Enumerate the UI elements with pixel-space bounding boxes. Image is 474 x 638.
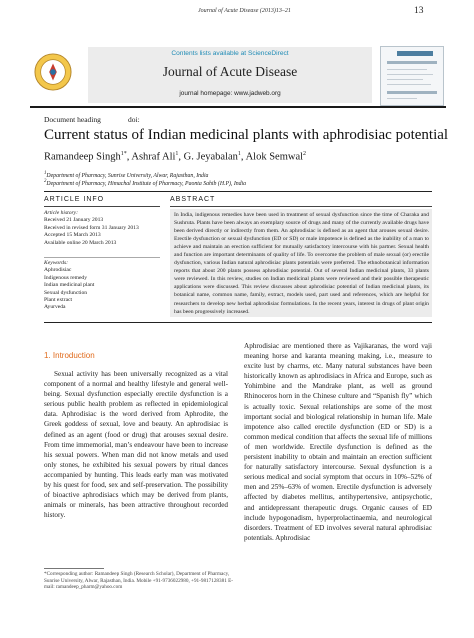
history-entry: Accepted 15 March 2013: [44, 232, 101, 239]
author-name: G. Jeyabalan: [183, 151, 238, 163]
keyword: Sexual dysfunction: [44, 289, 88, 296]
history-entry: Received in revised form 31 January 2013: [44, 224, 139, 231]
running-header: Journal of Acute Disease (2013)13–21: [198, 8, 291, 14]
body-column-left: Sexual activity has been universally recognized as a vital component of a normal and healthy lifestyle and general well-being. Sexual dysfunction especially erectile dysfunction is a serious public health problem as reflected in epidemiological data. Aphrodisiac is the word derived from Aphrodite, the Greek goddess of sexual, love and beauty. An aphrodisiac is defined as an agent (food or drug) that arouses sexual desire. From time immemorial, man’s endeavour have been to increase his sexual powers. When man did not know metals and used only stones, he exhibited his sexual powers by ritual dances accompanied by hunting. This leads early man was motivated by his quest for food, sex and self-preservation. The possibility of bioactive aphrodisiacs which may be derived from plants, animals or minerals, has been attractive throughout recorded history.: [44, 370, 228, 520]
keywords-label: Keywords:: [44, 260, 69, 266]
author-affiliation-mark: 1: [237, 151, 241, 157]
doi-label: doi:: [128, 115, 140, 124]
footnote-rule: [44, 568, 104, 569]
journal-seal-logo: [34, 53, 72, 91]
affiliation-text: Department of Pharmacy, Himachal Institute of Pharmacy, Paonta Sahib (H.P), India: [46, 180, 247, 187]
keyword: Plant extract: [44, 297, 73, 304]
keywords-rule: [44, 257, 160, 258]
author-name: Ashraf Ali: [131, 151, 176, 163]
author-affiliation-mark: 1*: [120, 151, 127, 157]
article-info-heading: ARTICLE INFO: [44, 196, 105, 203]
section-rule: [44, 322, 432, 323]
history-label: Article history:: [44, 210, 79, 216]
affiliation-mark: 2: [44, 179, 47, 184]
author-affiliation-mark: 1: [175, 151, 179, 157]
affiliation: [44, 171, 208, 179]
header-rule: [30, 106, 446, 108]
section-rule: [44, 191, 432, 192]
body-column-right: Aphrodisiac are mentioned there as Vajikaranas, the word vaji meaning horse and karanta meaning making, i.e., measure to excite lust by charms, etc. Many natural substances have been historically known as aphrodisiacs in Africa and Europe, such as Yohimbine and the Mandrake plant, as well as ground Rhinoceros horn in the Chinese culture and “Spanish fly” which is actually toxic. Sexual relationships are some of the most important social and biological relationship in human life. Male impotence also called erectile dysfunction (ED or SD) is a common medical condition that affects the sexual life of millions of men worldwide. Erectile dysfunction is defined as the persistent inability to obtain and maintain an erection sufficient for naturally satisfactory intercourse. Sexual dysfunction is a serious medical and social symptom that occurs in 10%–52% of men and 25%–63% of women. Erectile dysfunction is adversely affected by diabetes mellitus, antihypertensive, antipsychotic, and antidepressant therapeutic drugs. Organic causes of ED include hypogonadism, hyperprolactinaemia, and neurological disorders. Treatment of ED involves several natural aphrodisiac potentials. Aphrodisiac: [244, 342, 432, 542]
author-list: Ramandeep Singh$^{1*}$, Ashraf Ali$^1$, G. Jeyabalan$^1$, Alok Semwal$^2$: [44, 151, 307, 163]
journal-title: Journal of Acute Disease: [162, 64, 298, 79]
history-entry: Received 21 January 2013: [44, 217, 104, 224]
document-heading-label: Document heading: [44, 115, 101, 124]
keywords-block: [44, 260, 164, 312]
keyword: Ayurveda: [44, 304, 66, 311]
contents-line[interactable]: Contents lists available at ScienceDirect: [171, 50, 289, 57]
keyword: Indian medicinal plant: [44, 282, 95, 289]
affiliation-mark: 1: [44, 171, 47, 176]
section-heading-introduction: 1. Introduction: [44, 351, 95, 360]
affiliation: [44, 179, 246, 187]
abstract-text: In India, indigenous remedies have been used in treatment of sexual dysfunction since the time of Charaka and Sushruta. Plants have been always an exemplary source of drugs and many of the currently available drugs have been derived directly or indirectly from them. An aphrodisiac is defined as an agent that arouses sexual desire. Erectile dysfunction or sexual dysfunction (ED or SD) or male impotence is defined as the inability of a man to achieve and maintain an erection sufficient for mutually satisfactory intercourse with his partner. Sexual health and function are important determinants of quality of life. To overcome the problem of male sexual (or) erectile dysfunction, various Indian natural aphrodisiac plants potentials were preferred. The ethnobotanical information reports that about 200 plants possess aphrodisiac potential. Out of several Indian medicinal plants, 33 plants were reviewed. In this review, studies on Indian medicinal plants were reviewed and their possible therapeutic applications were discussed. This review discusses about aphrodisiac potential of Indian medicinal plants, its botanical name, common name, family, extract, models used, part used and references, which are helpful for researchers to develop new herbal aphrodisiac formulations. In the recent years, interest in drugs of plant origin has been progressively increased.: [174, 212, 429, 315]
article-history: [44, 210, 164, 247]
abstract-heading: ABSTRACT: [170, 196, 216, 203]
journal-cover-thumbnail: [380, 46, 444, 106]
history-entry: Available online 20 March 2013: [44, 239, 117, 246]
author-name: Ramandeep Singh: [44, 151, 121, 163]
abstract-rule: [170, 206, 432, 207]
author-name: Alok Semwal: [245, 151, 304, 163]
article-title: Current status of Indian medicinal plants with aphrodisiac potential: [44, 127, 449, 143]
article-info-rule: [44, 206, 160, 207]
affiliation-text: Department of Pharmacy, Sunrise University, Alwar, Rajasthan, India: [46, 172, 209, 179]
journal-homepage[interactable]: journal homepage: www.jadweb.org: [179, 90, 281, 97]
keyword: Indigenous remedy: [44, 274, 88, 281]
author-affiliation-mark: 2: [303, 151, 307, 157]
keyword: Aphrodisiac: [44, 267, 72, 274]
corresponding-author-footnote: *Corresponding author: Ramandeep Singh (Research Scholar), Department of Pharmacy, Sunrise University, Alwar, Rajasthan, India. Mobile +91-9736022980, +91-9817128381 E-mail: ramandeep_pharm@yahoo.com: [44, 571, 234, 590]
page-number: 13: [414, 6, 424, 16]
